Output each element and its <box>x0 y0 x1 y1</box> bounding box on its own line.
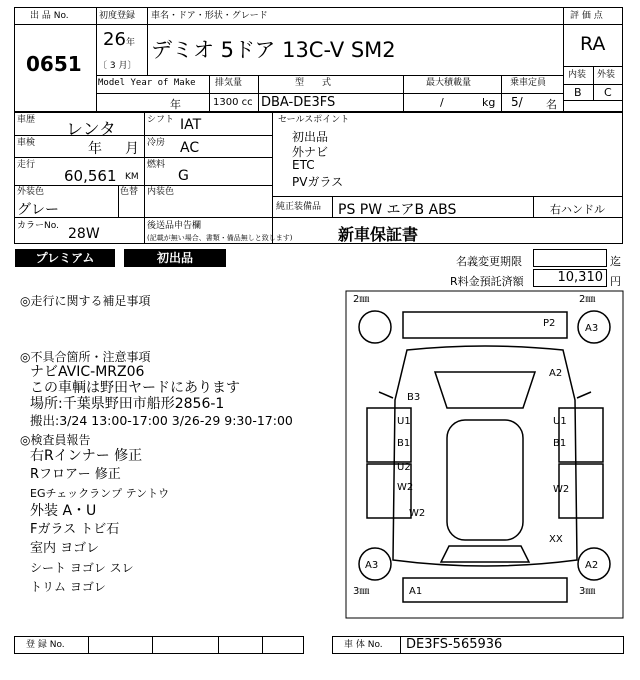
lot-label: 出 品 No. <box>30 11 69 21</box>
sales-point-label: セールスポイント <box>278 115 350 125</box>
mileage-value: 60,561 <box>64 167 117 185</box>
color-code-label: カラーNo. <box>17 221 59 231</box>
inspection-month: 月 <box>125 141 139 157</box>
damage-mark-7: B1 <box>397 438 411 449</box>
recycle-fee-value: 10,310 <box>557 270 603 285</box>
color-code-value: 28W <box>68 226 100 242</box>
year-unit: 年 <box>126 38 136 48</box>
exterior-label: 外装 <box>597 70 616 80</box>
interior-label: 内装 <box>568 70 587 80</box>
max-load-unit: kg <box>482 96 496 109</box>
damage-mark-12: W2 <box>409 508 426 519</box>
inspector-line-6: 室内 ヨゴレ <box>30 541 100 556</box>
damage-mark-15: A2 <box>585 560 599 571</box>
equipment-value: PS PW エアB ABS <box>338 202 457 218</box>
inspector-line-1: 右Rインナー 修正 <box>30 448 143 464</box>
inspector-line-5: Fガラス トビ石 <box>30 522 120 537</box>
damage-mark-8: B1 <box>553 438 567 449</box>
premium-badge: プレミアム <box>15 249 115 267</box>
defect-line-2: この車輌は野田ヤードにあります <box>30 380 240 396</box>
overall-grade: RA <box>580 33 606 55</box>
capacity-unit: 名 <box>546 98 557 111</box>
inspector-title: ◎検査員報告 <box>20 433 91 447</box>
displacement-label: 排気量 <box>215 78 243 88</box>
mileage-unit: KM <box>125 172 139 182</box>
model-code: DBA-DE3FS <box>261 95 336 110</box>
max-load-label: 最大積載量 <box>426 78 472 88</box>
damage-mark-13: XX <box>549 534 563 545</box>
inspector-line-2: Rフロアー 修正 <box>30 467 121 482</box>
damage-mark-6: U1 <box>553 416 567 427</box>
car-label: 車名・ドア・形状・グレード <box>151 11 268 21</box>
grade-label: 評 価 点 <box>570 11 603 21</box>
chassis-number: DE3FS-565936 <box>406 637 503 652</box>
history-value: レンタ <box>66 120 116 140</box>
inspector-line-4: 外装 A・U <box>30 503 97 519</box>
steering-value: 右ハンドル <box>550 203 605 216</box>
damage-mark-16: A1 <box>409 586 423 597</box>
inspection-year: 年 <box>88 141 102 157</box>
recycle-fee-unit: 円 <box>610 275 621 288</box>
damage-mark-14: A3 <box>365 560 379 571</box>
displacement-value: 1300 cc <box>213 97 253 108</box>
tire-rear-right-depth: 3㎜ <box>579 586 596 597</box>
fuel-label: 燃料 <box>147 160 166 170</box>
sales-point-4: PVガラス <box>292 175 344 189</box>
lot-number: 0651 <box>26 52 82 76</box>
first-listing-badge: 初出品 <box>124 249 226 267</box>
driving-notes-title: ◎走行に関する補足事項 <box>20 294 151 308</box>
defect-line-3: 場所:千葉県野田市船形2856-1 <box>30 396 225 412</box>
tire-front-right-depth: 2㎜ <box>579 294 596 305</box>
defect-line-4: 搬出:3/24 13:00-17:00 3/26-29 9:30-17:00 <box>30 413 293 428</box>
shift-label: シフト <box>147 115 175 125</box>
mileage-label: 走行 <box>17 160 36 170</box>
ext-color-label: 外装色 <box>17 187 45 197</box>
reg-year: 26 <box>103 29 126 50</box>
model-type-label: 型 式 <box>295 78 332 88</box>
sales-point-2: 外ナビ <box>292 145 329 159</box>
name-change-unit: 迄 <box>610 255 621 268</box>
inspector-line-3: EGチェックランプ テントウ <box>30 487 170 500</box>
warranty-value: 新車保証書 <box>338 225 419 244</box>
exterior-grade: C <box>604 86 612 99</box>
interior-grade: B <box>574 86 582 99</box>
capacity-label: 乗車定員 <box>510 78 547 88</box>
name-change-label: 名義変更期限 <box>456 255 522 268</box>
reg-month: 〔 3 月〕 <box>98 61 137 71</box>
recycle-fee-label: R料金預託済額 <box>450 275 524 288</box>
ext-color-value: グレー <box>17 202 59 218</box>
reg-no-label: 登 録 No. <box>26 640 65 650</box>
defects-title: ◎不具合箇所・注意事項 <box>20 350 151 364</box>
chassis-label: 車 体 No. <box>344 640 383 650</box>
sales-point-1: 初出品 <box>292 130 329 144</box>
ac-value: AC <box>180 140 200 156</box>
name-change-box <box>533 249 607 267</box>
max-load-value: / <box>440 96 444 109</box>
recycle-note: (記載が無い場合、書類・備品無しと致します) <box>147 234 293 242</box>
history-label: 車歴 <box>17 115 36 125</box>
fuel-value: G <box>178 168 189 184</box>
color-change-label: 色替 <box>120 187 139 197</box>
damage-mark-5: U1 <box>397 416 411 427</box>
defect-line-1: ナビAVIC-MRZ06 <box>30 364 145 380</box>
tire-front-left-depth: 2㎜ <box>353 294 370 305</box>
inspector-line-8: トリム ヨゴレ <box>30 580 106 594</box>
year-label: 年 <box>170 98 181 111</box>
recycle-label: 後送品申告欄 <box>147 221 202 231</box>
damage-mark-2: A3 <box>585 323 599 334</box>
model-year-label: Model Year of Make <box>98 78 196 88</box>
first-reg-label: 初度登録 <box>99 11 136 21</box>
damage-mark-11: W2 <box>553 484 570 495</box>
shift-value: IAT <box>180 117 202 133</box>
int-color-label: 内装色 <box>147 187 175 197</box>
damage-mark-4: B3 <box>407 392 421 403</box>
damage-mark-1: P2 <box>543 318 556 329</box>
inspector-line-7: シート ヨゴレ スレ <box>30 561 134 575</box>
damage-mark-3: A2 <box>549 368 563 379</box>
equipment-label: 純正装備品 <box>276 202 322 212</box>
capacity-value: 5/ <box>511 95 523 109</box>
inspection-label: 車検 <box>17 138 36 148</box>
ac-label: 冷房 <box>147 138 166 148</box>
damage-mark-10: W2 <box>397 482 414 493</box>
sales-point-3: ETC <box>292 158 315 172</box>
car-name: デミオ 5ドア 13C-V SM2 <box>151 38 396 62</box>
tire-rear-left-depth: 3㎜ <box>353 586 370 597</box>
damage-mark-9: U2 <box>397 462 411 473</box>
car-damage-diagram <box>345 290 625 620</box>
